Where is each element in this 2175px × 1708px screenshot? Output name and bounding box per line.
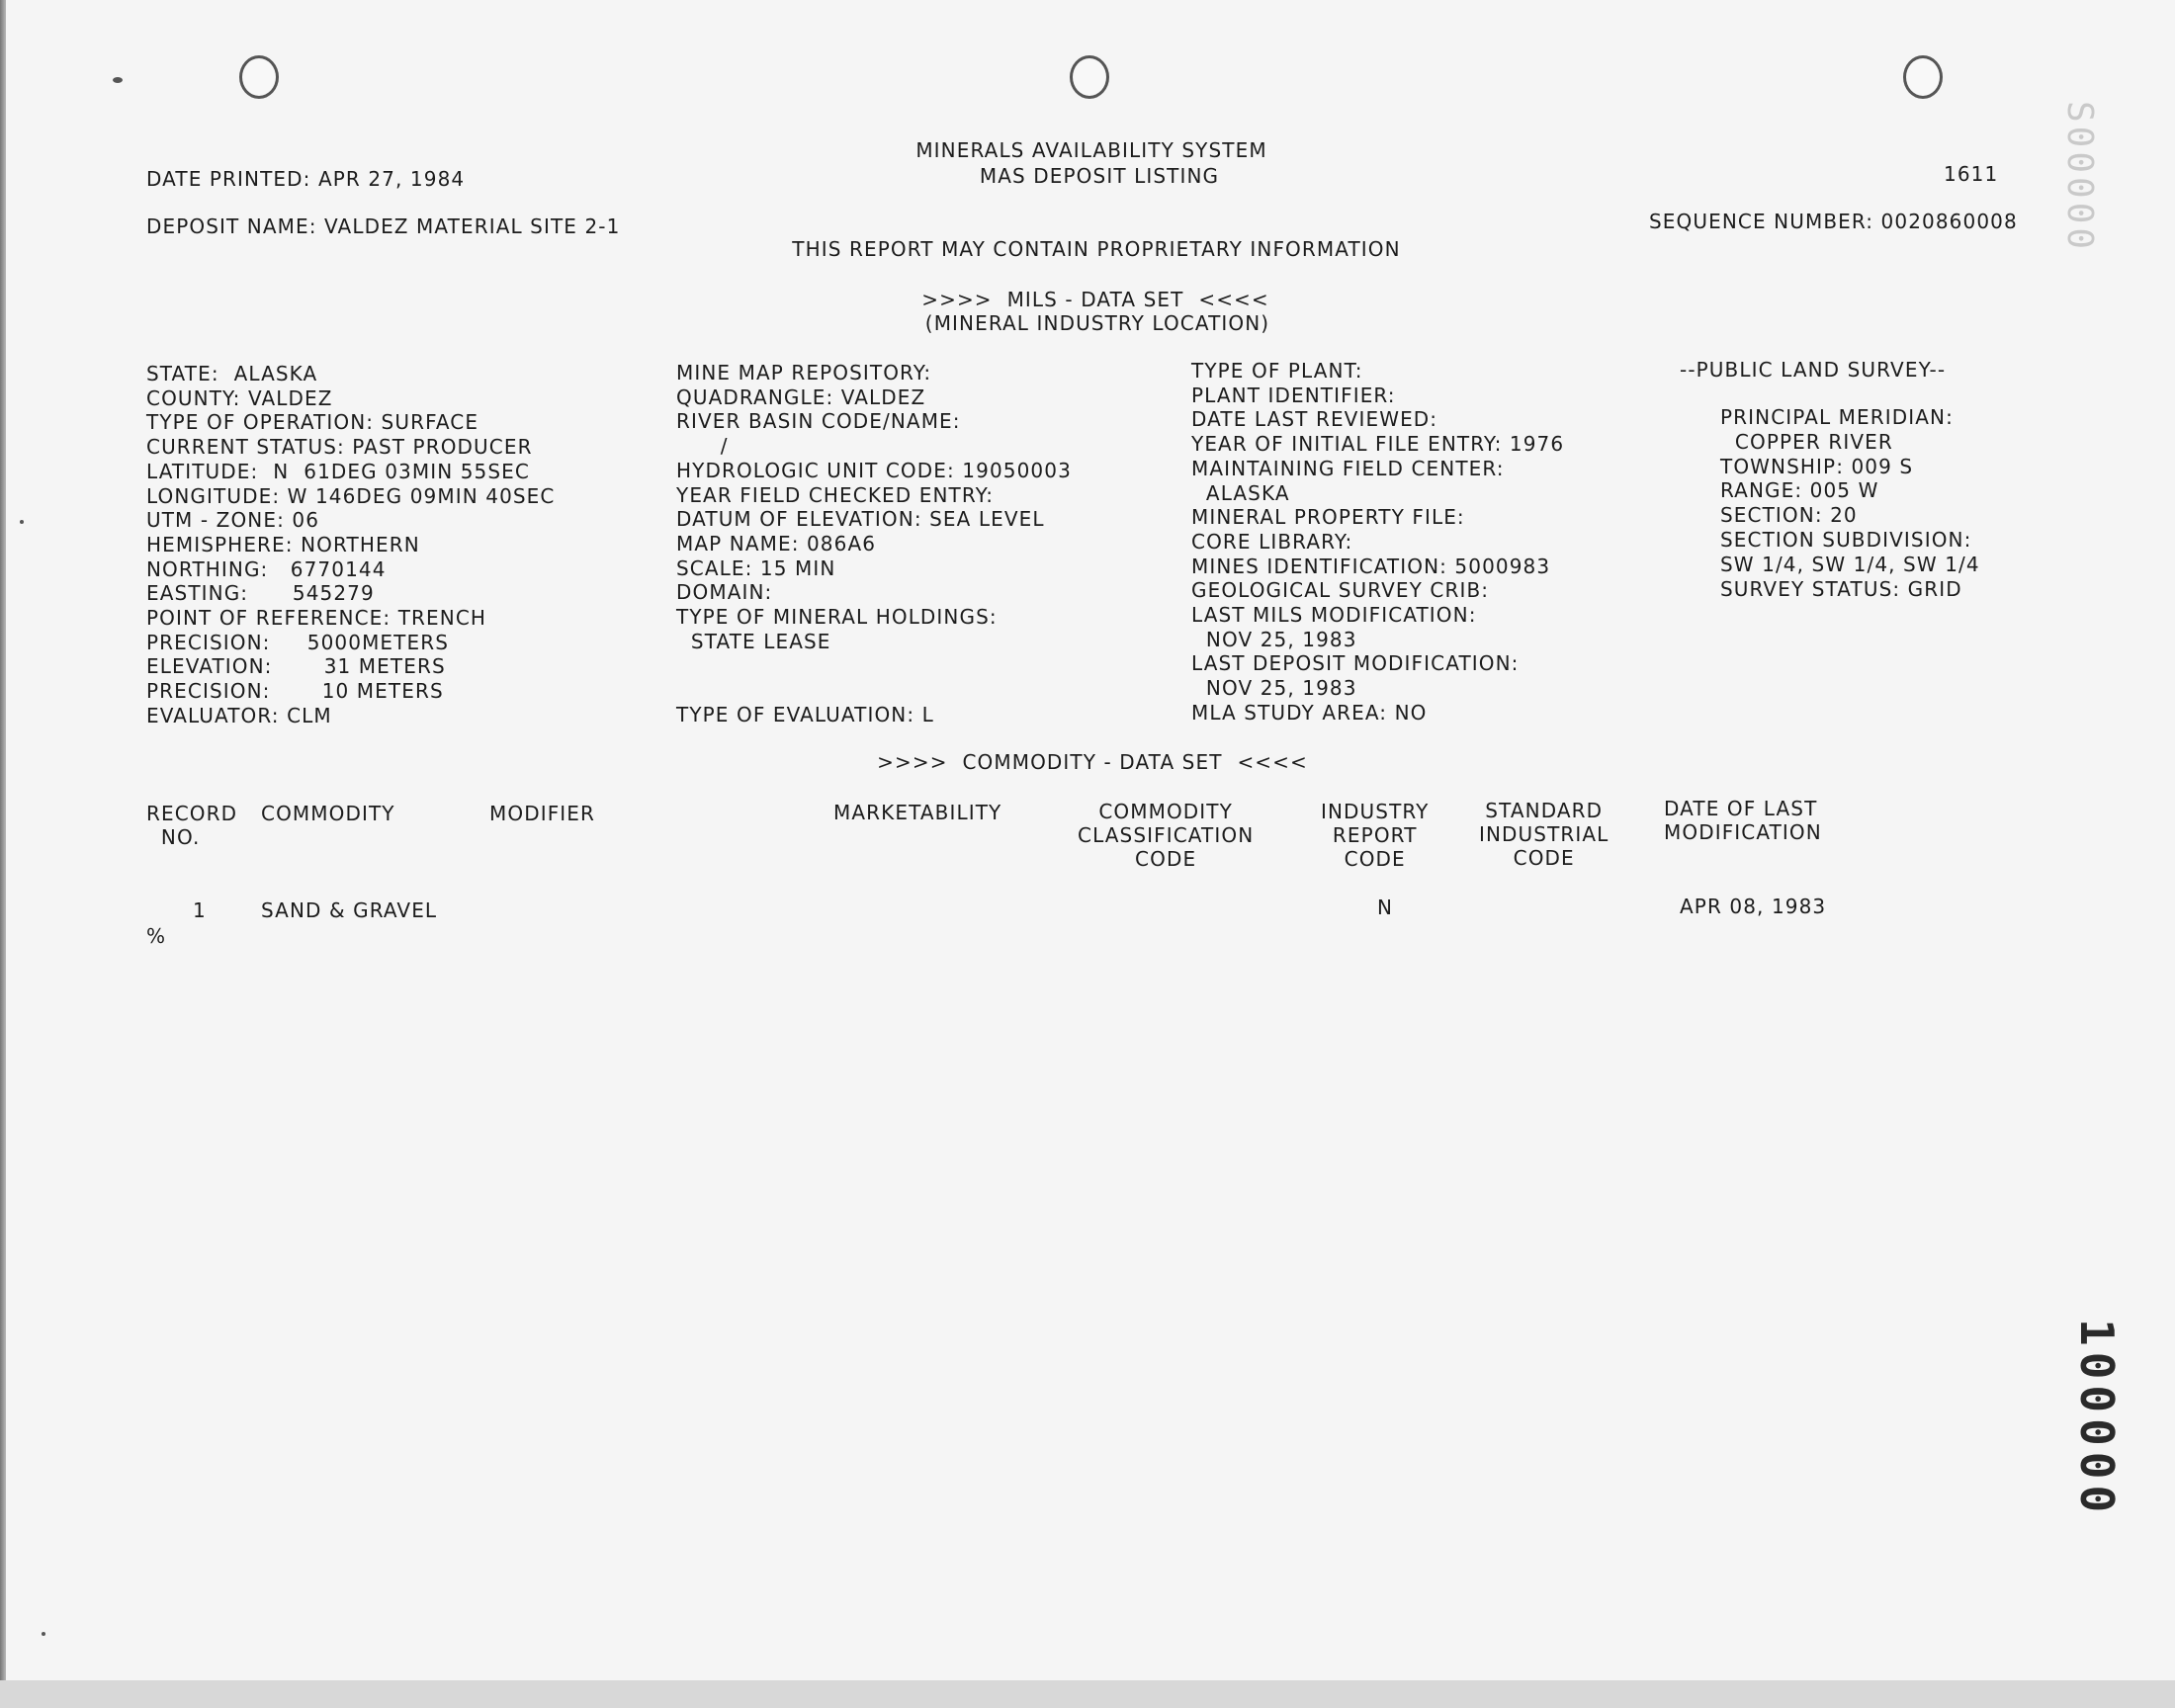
punch-hole-left <box>239 55 279 99</box>
mils-field: LONGITUDE: W 146DEG 09MIN 40SEC <box>146 483 556 508</box>
header-modifier: MODIFIER <box>489 802 596 825</box>
mils-field: COUNTY: VALDEZ <box>146 385 333 410</box>
punch-hole-center <box>1070 55 1109 99</box>
mils-field: SW 1/4, SW 1/4, SW 1/4 <box>1720 552 1980 576</box>
mils-field: HEMISPHERE: NORTHERN <box>146 532 420 556</box>
sequence-number: SEQUENCE NUMBER: 0020860008 <box>1649 210 2018 233</box>
mils-field: NOV 25, 1983 <box>1191 676 1357 701</box>
header-marketability: MARKETABILITY <box>833 801 1002 824</box>
mils-field: CORE LIBRARY: <box>1191 529 1353 554</box>
frame-stamp-top: S00000 <box>2059 101 2100 254</box>
mils-field: DOMAIN: <box>676 580 773 605</box>
mils-field: MLA STUDY AREA: NO <box>1191 700 1428 725</box>
scan-bottom-band <box>0 1680 2175 1708</box>
mils-field: EVALUATOR: CLM <box>146 703 332 727</box>
mils-field: NOV 25, 1983 <box>1191 627 1357 651</box>
mils-field: MINE MAP REPOSITORY: <box>676 361 932 384</box>
mils-field: TYPE OF OPERATION: SURFACE <box>146 410 479 435</box>
mils-field: QUADRANGLE: VALDEZ <box>676 384 926 409</box>
deposit-name: DEPOSIT NAME: VALDEZ MATERIAL SITE 2-1 <box>146 214 621 238</box>
mils-field: STATE LEASE <box>676 629 831 653</box>
row-industry-report-code: N <box>1377 896 1394 919</box>
mils-field: / <box>676 434 729 459</box>
mils-field: MINERAL PROPERTY FILE: <box>1191 505 1465 530</box>
mils-field: TOWNSHIP: 009 S <box>1720 454 1914 478</box>
mils-field: TYPE OF MINERAL HOLDINGS: <box>676 605 998 629</box>
public-land-survey-title: --PUBLIC LAND SURVEY-- <box>1680 358 1947 382</box>
end-of-record-mark: % <box>146 924 167 948</box>
row-date-of-last-modification: APR 08, 1983 <box>1680 895 1827 918</box>
page-number: 1611 <box>1944 162 1999 186</box>
mils-field: TYPE OF PLANT: <box>1191 359 1363 383</box>
commodity-title: >>>> COMMODITY - DATA SET <<<< <box>877 750 1308 774</box>
header-industry-report-code: INDUSTRY REPORT CODE <box>1321 800 1430 871</box>
mils-subtitle: (MINERAL INDUSTRY LOCATION) <box>924 311 1270 335</box>
scan-speck <box>20 520 24 524</box>
mils-field: SECTION: 20 <box>1720 503 1858 528</box>
listing-title: MAS DEPOSIT LISTING <box>979 164 1220 188</box>
punch-hole-right <box>1903 55 1943 99</box>
header-commodity-classification-code: COMMODITY CLASSIFICATION CODE <box>1078 800 1255 871</box>
proprietary-notice: THIS REPORT MAY CONTAIN PROPRIETARY INFORMATION <box>792 237 1401 261</box>
row-record-no: 1 <box>193 898 207 922</box>
mils-field: GEOLOGICAL SURVEY CRIB: <box>1191 578 1490 603</box>
mils-field: CURRENT STATUS: PAST PRODUCER <box>146 435 533 460</box>
mils-field: MINES IDENTIFICATION: 5000983 <box>1191 554 1551 578</box>
mils-field: PRINCIPAL MERIDIAN: <box>1720 405 1954 429</box>
mils-field: PRECISION: 5000METERS <box>146 630 450 654</box>
header-record-no: RECORD NO. <box>146 802 238 849</box>
mils-field: MAP NAME: 086A6 <box>676 531 877 555</box>
mils-field: SECTION SUBDIVISION: <box>1720 528 1972 552</box>
mils-field: COPPER RIVER <box>1720 429 1893 454</box>
mils-field: MAINTAINING FIELD CENTER: <box>1191 456 1505 480</box>
header-commodity: COMMODITY <box>261 802 395 825</box>
mils-field: POINT OF REFERENCE: TRENCH <box>146 606 487 630</box>
mils-field: HYDROLOGIC UNIT CODE: 19050003 <box>676 458 1072 482</box>
row-commodity: SAND & GRAVEL <box>261 898 438 922</box>
mils-field: DATUM OF ELEVATION: SEA LEVEL <box>676 507 1045 532</box>
date-printed: DATE PRINTED: APR 27, 1984 <box>146 167 466 191</box>
system-title: MINERALS AVAILABILITY SYSTEM <box>915 138 1267 162</box>
mils-field: SCALE: 15 MIN <box>676 555 836 580</box>
mils-field: LAST MILS MODIFICATION: <box>1191 603 1477 627</box>
mils-field: UTM - ZONE: 06 <box>146 508 320 533</box>
mils-field: STATE: ALASKA <box>146 362 318 385</box>
mils-field: SURVEY STATUS: GRID <box>1720 576 1962 601</box>
mils-field: DATE LAST REVIEWED: <box>1191 407 1438 432</box>
mils-field: TYPE OF EVALUATION: L <box>676 702 934 726</box>
mils-field: PLANT IDENTIFIER: <box>1191 383 1396 407</box>
mils-field: PRECISION: 10 METERS <box>146 679 444 704</box>
mils-field: NORTHING: 6770144 <box>146 556 387 581</box>
mils-field: YEAR OF INITIAL FILE ENTRY: 1976 <box>1191 432 1565 457</box>
scan-speck <box>113 77 123 83</box>
frame-stamp-bottom: 100000 <box>2070 1319 2124 1519</box>
mils-field: ALASKA <box>1191 480 1290 505</box>
mils-field: LAST DEPOSIT MODIFICATION: <box>1191 651 1520 676</box>
mils-field: ELEVATION: 31 METERS <box>146 654 446 679</box>
scan-speck <box>42 1632 45 1636</box>
mils-field: RIVER BASIN CODE/NAME: <box>676 409 961 434</box>
header-date-of-last-modification: DATE OF LAST MODIFICATION <box>1664 797 1822 844</box>
mils-field: EASTING: 545279 <box>146 581 375 606</box>
mils-field: LATITUDE: N 61DEG 03MIN 55SEC <box>146 459 530 483</box>
mils-field: YEAR FIELD CHECKED ENTRY: <box>676 482 995 507</box>
mils-title: >>>> MILS - DATA SET <<<< <box>921 288 1269 311</box>
header-standard-industrial-code: STANDARD INDUSTRIAL CODE <box>1479 799 1610 870</box>
mils-field: RANGE: 005 W <box>1720 478 1879 503</box>
